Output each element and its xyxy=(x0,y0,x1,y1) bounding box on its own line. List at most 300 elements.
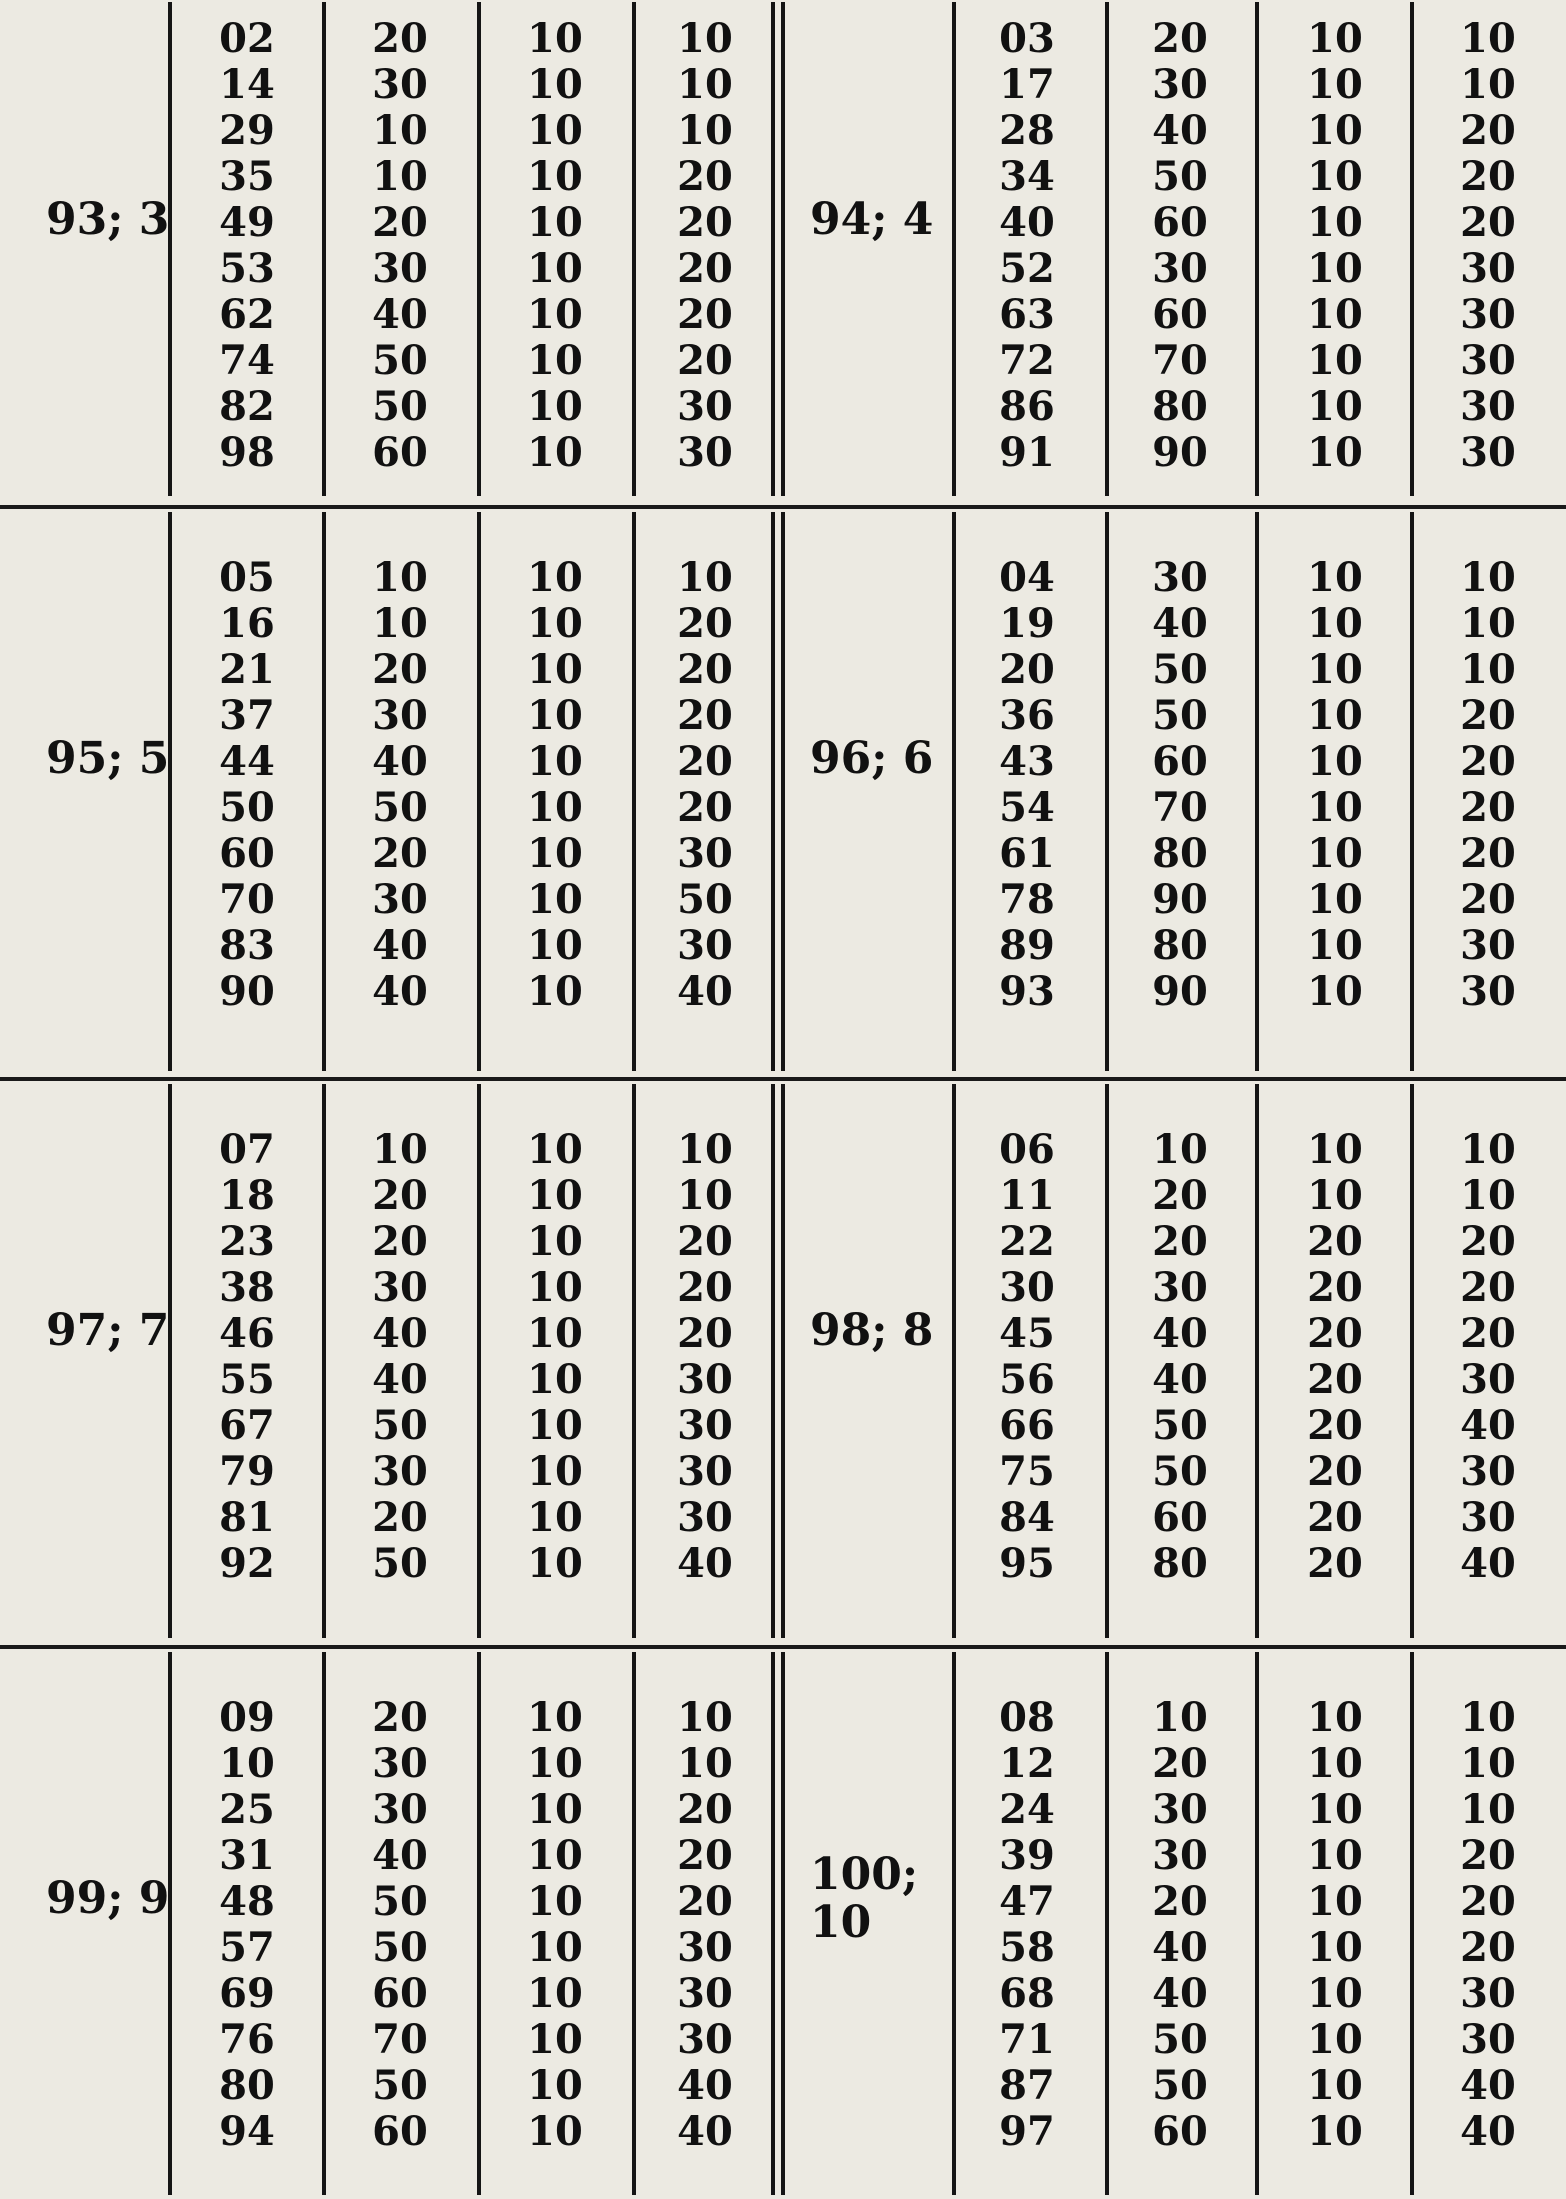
table-cell: 10 xyxy=(527,600,583,647)
table-cell: 30 xyxy=(677,1970,733,2017)
table-cell: 10 xyxy=(527,1310,583,1357)
table-cell: 10 xyxy=(527,784,583,831)
table-cell: 70 xyxy=(1152,337,1208,384)
table-cell: 50 xyxy=(372,337,428,384)
double-rule xyxy=(771,1652,775,2195)
table-cell: 20 xyxy=(1460,1218,1516,1265)
table-cell: 10 xyxy=(527,1172,583,1219)
data-column xyxy=(197,555,297,1015)
double-rule xyxy=(771,512,775,1071)
table-cell: 50 xyxy=(1152,692,1208,739)
table-cell: 10 xyxy=(1460,1786,1516,1833)
table-cell: 25 xyxy=(219,1786,275,1833)
table-cell: 20 xyxy=(677,1786,733,1833)
data-column xyxy=(977,1127,1077,1587)
table-cell: 30 xyxy=(1152,61,1208,108)
table-cell: 50 xyxy=(372,1540,428,1587)
table-cell: 30 xyxy=(677,2016,733,2063)
group-label-line2: 10 xyxy=(810,1897,872,1948)
table-cell: 10 xyxy=(527,738,583,785)
table-cell: 50 xyxy=(372,1402,428,1449)
table-cell: 49 xyxy=(219,199,275,246)
table-cell: 20 xyxy=(372,199,428,246)
table-cell: 20 xyxy=(1460,692,1516,739)
table-cell: 20 xyxy=(1460,830,1516,877)
table-cell: 10 xyxy=(372,107,428,154)
table-cell: 20 xyxy=(1460,738,1516,785)
table-cell: 10 xyxy=(527,15,583,62)
table-cell: 30 xyxy=(677,1402,733,1449)
table-cell: 20 xyxy=(677,291,733,338)
table-cell: 08 xyxy=(999,1694,1055,1741)
table-cell: 30 xyxy=(1152,1786,1208,1833)
data-column xyxy=(977,16,1077,476)
table-cell: 20 xyxy=(677,692,733,739)
table-cell: 20 xyxy=(1307,1356,1363,1403)
table-cell: 56 xyxy=(999,1356,1055,1403)
column-rule xyxy=(477,2,481,496)
table-cell: 10 xyxy=(677,15,733,62)
column-rule xyxy=(632,2,636,496)
data-column xyxy=(350,1695,450,2155)
table-cell: 60 xyxy=(219,830,275,877)
table-cell: 10 xyxy=(1307,600,1363,647)
table-cell: 10 xyxy=(1460,1740,1516,1787)
table-cell: 50 xyxy=(1152,1448,1208,1495)
table-cell: 50 xyxy=(1152,646,1208,693)
table-cell: 40 xyxy=(372,922,428,969)
table-cell: 20 xyxy=(677,245,733,292)
column-rule xyxy=(322,2,326,496)
data-column xyxy=(655,1127,755,1587)
table-cell: 20 xyxy=(372,646,428,693)
table-cell: 91 xyxy=(999,429,1055,476)
table-cell: 45 xyxy=(999,1310,1055,1357)
table-cell: 31 xyxy=(219,1832,275,1879)
table-cell: 10 xyxy=(527,1356,583,1403)
table-cell: 10 xyxy=(1460,61,1516,108)
data-column xyxy=(197,16,297,476)
table-cell: 10 xyxy=(1307,107,1363,154)
table-cell: 20 xyxy=(677,1218,733,1265)
data-column xyxy=(197,1127,297,1587)
table-cell: 10 xyxy=(527,968,583,1015)
table-cell: 20 xyxy=(1307,1402,1363,1449)
column-rule xyxy=(1255,1652,1259,2195)
table-cell: 35 xyxy=(219,153,275,200)
table-cell: 10 xyxy=(1460,554,1516,601)
table-cell: 30 xyxy=(372,876,428,923)
table-cell: 20 xyxy=(677,646,733,693)
table-cell: 30 xyxy=(372,61,428,108)
table-cell: 29 xyxy=(219,107,275,154)
data-column xyxy=(350,555,450,1015)
table-cell: 60 xyxy=(1152,2108,1208,2155)
table-cell: 54 xyxy=(999,784,1055,831)
data-column xyxy=(1438,1695,1538,2155)
table-cell: 30 xyxy=(372,692,428,739)
table-cell: 20 xyxy=(677,337,733,384)
data-column xyxy=(1285,1127,1385,1587)
table-cell: 10 xyxy=(1307,245,1363,292)
data-column xyxy=(1130,555,1230,1015)
table-cell: 40 xyxy=(372,1832,428,1879)
table-cell: 44 xyxy=(219,738,275,785)
table-cell: 90 xyxy=(1152,876,1208,923)
table-cell: 70 xyxy=(219,876,275,923)
data-column xyxy=(505,1127,605,1587)
table-cell: 10 xyxy=(527,1740,583,1787)
table-cell: 46 xyxy=(219,1310,275,1357)
table-cell: 55 xyxy=(219,1356,275,1403)
column-rule xyxy=(1410,2,1414,496)
table-cell: 76 xyxy=(219,2016,275,2063)
table-cell: 20 xyxy=(1152,1172,1208,1219)
table-cell: 10 xyxy=(1307,61,1363,108)
table-cell: 20 xyxy=(1460,1264,1516,1311)
column-rule xyxy=(632,512,636,1071)
table-cell: 67 xyxy=(219,1402,275,1449)
table-cell: 10 xyxy=(527,1832,583,1879)
table-cell: 10 xyxy=(1460,646,1516,693)
table-cell: 30 xyxy=(1460,337,1516,384)
data-column xyxy=(977,555,1077,1015)
column-rule xyxy=(1255,512,1259,1071)
table-cell: 87 xyxy=(999,2062,1055,2109)
table-cell: 30 xyxy=(1460,1448,1516,1495)
table-cell: 10 xyxy=(1307,1878,1363,1925)
table-cell: 10 xyxy=(527,429,583,476)
table-cell: 21 xyxy=(219,646,275,693)
table-cell: 20 xyxy=(1307,1264,1363,1311)
table-cell: 79 xyxy=(219,1448,275,1495)
table-cell: 20 xyxy=(1307,1540,1363,1587)
table-cell: 10 xyxy=(1307,830,1363,877)
table-cell: 90 xyxy=(219,968,275,1015)
data-column xyxy=(655,1695,755,2155)
group-label: 95; 5 xyxy=(46,733,170,784)
table-cell: 09 xyxy=(219,1694,275,1741)
table-cell: 20 xyxy=(372,830,428,877)
table-cell: 43 xyxy=(999,738,1055,785)
table-cell: 40 xyxy=(372,1356,428,1403)
table-cell: 39 xyxy=(999,1832,1055,1879)
band-separator xyxy=(0,1077,1566,1081)
table-cell: 10 xyxy=(1460,15,1516,62)
table-cell: 89 xyxy=(999,922,1055,969)
table-cell: 10 xyxy=(527,2016,583,2063)
table-cell: 40 xyxy=(1460,1540,1516,1587)
table-cell: 16 xyxy=(219,600,275,647)
data-column xyxy=(350,1127,450,1587)
table-cell: 10 xyxy=(1307,646,1363,693)
table-cell: 90 xyxy=(1152,429,1208,476)
column-rule xyxy=(952,2,956,496)
table-cell: 10 xyxy=(372,600,428,647)
group-label xyxy=(810,1849,919,1948)
table-cell: 30 xyxy=(1460,2016,1516,2063)
table-cell: 30 xyxy=(1460,245,1516,292)
table-cell: 30 xyxy=(1152,1832,1208,1879)
table-cell: 10 xyxy=(1307,383,1363,430)
table-cell: 40 xyxy=(677,968,733,1015)
table-cell: 10 xyxy=(372,554,428,601)
table-cell: 40 xyxy=(1152,1924,1208,1971)
table-cell: 20 xyxy=(677,153,733,200)
table-cell: 71 xyxy=(999,2016,1055,2063)
table-cell: 20 xyxy=(677,199,733,246)
table-cell: 07 xyxy=(219,1126,275,1173)
table-cell: 60 xyxy=(372,429,428,476)
table-cell: 75 xyxy=(999,1448,1055,1495)
table-cell: 10 xyxy=(677,107,733,154)
data-column xyxy=(1130,16,1230,476)
column-rule xyxy=(632,1084,636,1638)
double-rule xyxy=(771,1084,775,1638)
table-cell: 50 xyxy=(372,2062,428,2109)
column-rule xyxy=(168,2,172,496)
table-cell: 60 xyxy=(1152,291,1208,338)
table-cell: 20 xyxy=(1307,1494,1363,1541)
table-cell: 83 xyxy=(219,922,275,969)
table-cell: 20 xyxy=(1460,1924,1516,1971)
table-cell: 20 xyxy=(677,600,733,647)
table-cell: 30 xyxy=(1460,291,1516,338)
data-column xyxy=(977,1695,1077,2155)
band-separator xyxy=(0,505,1566,509)
table-cell: 10 xyxy=(1307,738,1363,785)
table-cell: 10 xyxy=(1307,2108,1363,2155)
table-cell: 37 xyxy=(219,692,275,739)
data-column xyxy=(1130,1127,1230,1587)
table-cell: 20 xyxy=(1152,15,1208,62)
data-column xyxy=(1130,1695,1230,2155)
double-rule xyxy=(781,2,785,496)
table-cell: 30 xyxy=(1460,1356,1516,1403)
table-cell: 57 xyxy=(219,1924,275,1971)
table-cell: 30 xyxy=(677,1494,733,1541)
table-cell: 30 xyxy=(372,1264,428,1311)
table-cell: 50 xyxy=(1152,1402,1208,1449)
table-cell: 10 xyxy=(677,1740,733,1787)
table-cell: 80 xyxy=(1152,830,1208,877)
table-cell: 10 xyxy=(1307,1740,1363,1787)
table-cell: 52 xyxy=(999,245,1055,292)
table-cell: 20 xyxy=(677,1264,733,1311)
table-cell: 90 xyxy=(1152,968,1208,1015)
table-cell: 20 xyxy=(372,1218,428,1265)
table-cell: 69 xyxy=(219,1970,275,2017)
table-cell: 10 xyxy=(527,2062,583,2109)
table-cell: 20 xyxy=(372,1694,428,1741)
table-cell: 10 xyxy=(527,199,583,246)
table-cell: 10 xyxy=(527,1494,583,1541)
table-cell: 30 xyxy=(1460,1970,1516,2017)
table-cell: 80 xyxy=(1152,922,1208,969)
data-column xyxy=(1438,16,1538,476)
table-cell: 10 xyxy=(527,1878,583,1925)
table-cell: 20 xyxy=(1460,784,1516,831)
table-cell: 50 xyxy=(219,784,275,831)
column-rule xyxy=(1105,512,1109,1071)
table-cell: 84 xyxy=(999,1494,1055,1541)
column-rule xyxy=(322,1084,326,1638)
table-cell: 30 xyxy=(1460,383,1516,430)
table-cell: 50 xyxy=(372,383,428,430)
table-cell: 02 xyxy=(219,15,275,62)
data-column xyxy=(1438,555,1538,1015)
table-cell: 20 xyxy=(1460,107,1516,154)
table-cell: 10 xyxy=(219,1740,275,1787)
table-cell: 40 xyxy=(1460,2108,1516,2155)
table-cell: 20 xyxy=(677,1310,733,1357)
table-cell: 40 xyxy=(677,1540,733,1587)
double-rule xyxy=(781,1084,785,1638)
double-rule xyxy=(771,2,775,496)
table-cell: 95 xyxy=(999,1540,1055,1587)
table-cell: 48 xyxy=(219,1878,275,1925)
table-cell: 97 xyxy=(999,2108,1055,2155)
table-cell: 20 xyxy=(999,646,1055,693)
column-rule xyxy=(952,1084,956,1638)
table-cell: 40 xyxy=(372,738,428,785)
group-label: 99; 9 xyxy=(46,1873,170,1924)
column-rule xyxy=(477,1084,481,1638)
column-rule xyxy=(322,512,326,1071)
table-cell: 50 xyxy=(1152,153,1208,200)
data-column xyxy=(1285,16,1385,476)
table-cell: 72 xyxy=(999,337,1055,384)
column-rule xyxy=(1105,2,1109,496)
table-cell: 93 xyxy=(999,968,1055,1015)
table-cell: 10 xyxy=(527,245,583,292)
table-cell: 10 xyxy=(1307,2062,1363,2109)
table-cell: 94 xyxy=(219,2108,275,2155)
table-cell: 20 xyxy=(372,1494,428,1541)
table-cell: 30 xyxy=(372,1448,428,1495)
table-cell: 10 xyxy=(372,1126,428,1173)
table-cell: 10 xyxy=(1460,600,1516,647)
table-cell: 10 xyxy=(677,554,733,601)
table-cell: 30 xyxy=(1152,554,1208,601)
table-cell: 22 xyxy=(999,1218,1055,1265)
table-cell: 17 xyxy=(999,61,1055,108)
group-label: 94; 4 xyxy=(810,194,934,245)
data-column xyxy=(1285,1695,1385,2155)
table-cell: 30 xyxy=(677,383,733,430)
table-cell: 40 xyxy=(1152,1970,1208,2017)
table-cell: 50 xyxy=(1152,2062,1208,2109)
data-column xyxy=(505,555,605,1015)
table-cell: 40 xyxy=(372,1310,428,1357)
table-cell: 10 xyxy=(527,291,583,338)
table-cell: 20 xyxy=(372,15,428,62)
table-cell: 20 xyxy=(1460,1878,1516,1925)
table-cell: 50 xyxy=(372,784,428,831)
table-cell: 10 xyxy=(1307,922,1363,969)
table-cell: 20 xyxy=(1307,1218,1363,1265)
table-cell: 10 xyxy=(1307,1832,1363,1879)
table-cell: 10 xyxy=(372,153,428,200)
table-cell: 80 xyxy=(1152,383,1208,430)
table-cell: 28 xyxy=(999,107,1055,154)
table-cell: 10 xyxy=(1460,1694,1516,1741)
column-rule xyxy=(1410,512,1414,1071)
table-cell: 10 xyxy=(527,107,583,154)
table-cell: 68 xyxy=(999,1970,1055,2017)
table-cell: 50 xyxy=(372,1878,428,1925)
column-rule xyxy=(1105,1652,1109,2195)
table-cell: 34 xyxy=(999,153,1055,200)
table-cell: 53 xyxy=(219,245,275,292)
table-cell: 80 xyxy=(1152,1540,1208,1587)
table-cell: 30 xyxy=(372,245,428,292)
table-cell: 70 xyxy=(1152,784,1208,831)
table-cell: 50 xyxy=(677,876,733,923)
table-cell: 36 xyxy=(999,692,1055,739)
table-cell: 10 xyxy=(1307,153,1363,200)
table-cell: 10 xyxy=(1307,692,1363,739)
table-cell: 11 xyxy=(999,1172,1055,1219)
table-cell: 78 xyxy=(999,876,1055,923)
column-rule xyxy=(952,512,956,1071)
table-cell: 10 xyxy=(677,1172,733,1219)
data-column xyxy=(1285,555,1385,1015)
table-cell: 30 xyxy=(1460,1494,1516,1541)
table-cell: 62 xyxy=(219,291,275,338)
table-cell: 10 xyxy=(1460,1126,1516,1173)
table-cell: 40 xyxy=(677,2108,733,2155)
table-cell: 10 xyxy=(1307,876,1363,923)
group-label: 96; 6 xyxy=(810,733,934,784)
table-cell: 58 xyxy=(999,1924,1055,1971)
table-cell: 10 xyxy=(1307,199,1363,246)
table-cell: 30 xyxy=(677,1924,733,1971)
table-cell: 20 xyxy=(1460,876,1516,923)
table-cell: 20 xyxy=(1152,1878,1208,1925)
table-cell: 40 xyxy=(1152,1356,1208,1403)
table-cell: 10 xyxy=(1307,15,1363,62)
column-rule xyxy=(477,1652,481,2195)
table-cell: 10 xyxy=(1307,554,1363,601)
group-label: 93; 3 xyxy=(46,194,170,245)
table-cell: 60 xyxy=(1152,1494,1208,1541)
table-cell: 10 xyxy=(1307,1786,1363,1833)
table-cell: 10 xyxy=(1152,1694,1208,1741)
table-cell: 05 xyxy=(219,554,275,601)
column-rule xyxy=(322,1652,326,2195)
table-cell: 10 xyxy=(1307,291,1363,338)
table-cell: 30 xyxy=(677,922,733,969)
table-cell: 12 xyxy=(999,1740,1055,1787)
table-cell: 47 xyxy=(999,1878,1055,1925)
table-cell: 66 xyxy=(999,1402,1055,1449)
column-rule xyxy=(1410,1084,1414,1638)
group-label-line1: 100; xyxy=(810,1849,919,1900)
table-cell: 10 xyxy=(1307,429,1363,476)
column-rule xyxy=(1410,1652,1414,2195)
table-cell: 10 xyxy=(527,1126,583,1173)
table-cell: 86 xyxy=(999,383,1055,430)
table-cell: 10 xyxy=(527,646,583,693)
table-cell: 63 xyxy=(999,291,1055,338)
table-cell: 18 xyxy=(219,1172,275,1219)
table-cell: 10 xyxy=(1307,1172,1363,1219)
table-cell: 40 xyxy=(677,2062,733,2109)
table-cell: 10 xyxy=(527,61,583,108)
table-cell: 10 xyxy=(527,876,583,923)
table-cell: 10 xyxy=(527,383,583,430)
